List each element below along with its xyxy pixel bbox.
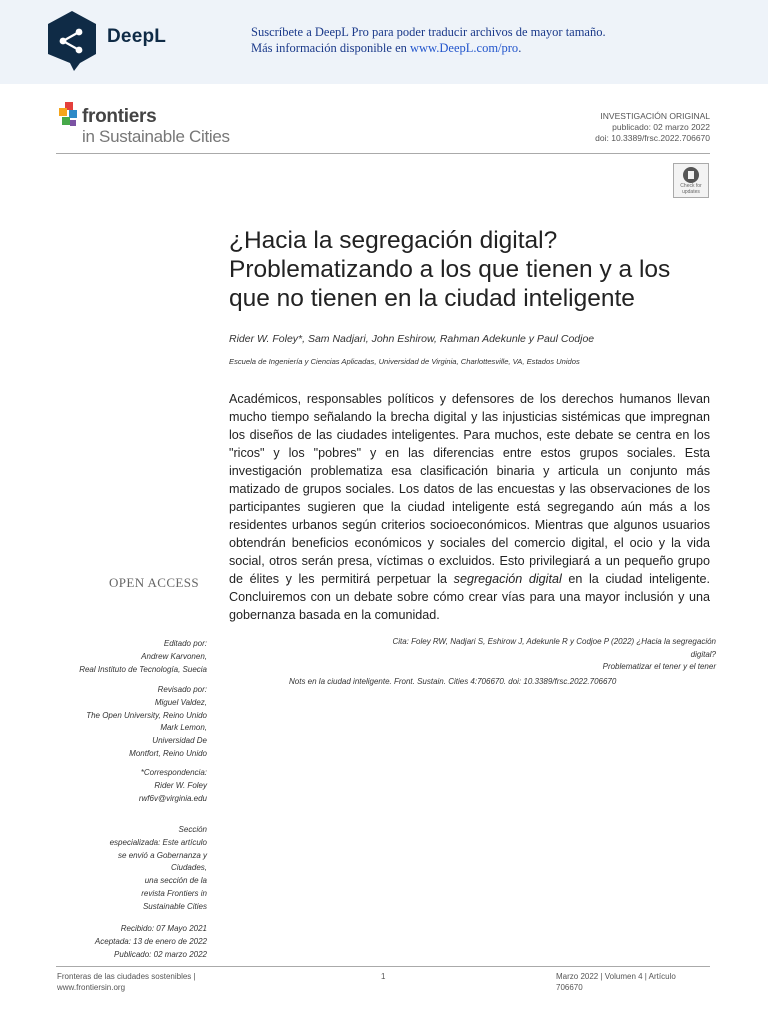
abstract-part-2: en la ciudad inteligente. Concluiremos con un debate sobre cómo crear vías para una mayor inclusión y una gobernanza basada en la comunidad. xyxy=(229,572,710,622)
section-line-2: especializada: Este artículo xyxy=(109,837,207,847)
bookmark-icon xyxy=(683,167,699,183)
journal-logo xyxy=(56,100,256,150)
section-line-3: se envió a Gobernanza y xyxy=(118,850,207,860)
reviewer-2-institution-1: Universidad De xyxy=(152,736,207,746)
deepl-wordmark: DeepL xyxy=(107,26,167,47)
reviewer-1-name: Miguel Valdez, xyxy=(154,697,207,707)
editor-name: Andrew Karvonen, xyxy=(141,651,207,661)
citation-line-1: Cita: Foley RW, Nadjari S, Eshirow J, Adekunle R y Codjoe P (2022) ¿Hacia la segregación xyxy=(392,637,716,646)
published-date: Publicado: 02 marzo 2022 xyxy=(114,949,207,959)
deepl-logo-icon xyxy=(46,10,98,72)
footer-divider xyxy=(56,966,710,967)
check-for-updates-button[interactable] xyxy=(673,163,709,198)
banner-line-2-prefix: Más información disponible en xyxy=(251,41,410,55)
correspondence-info xyxy=(37,767,207,805)
open-access-label: OPEN ACCESS xyxy=(109,575,200,590)
title-line-3: que no tienen en la ciudad inteligente xyxy=(229,285,635,312)
section-info xyxy=(37,824,207,914)
reviewed-label: Revisado por: xyxy=(157,685,207,694)
reviewer-1-institution: The Open University, Reino Unido xyxy=(86,710,207,720)
section-line-4: Ciudades, xyxy=(170,863,207,873)
footer-right xyxy=(556,972,676,993)
correspondence-label: *Correspondencia: xyxy=(140,768,207,777)
editor-info xyxy=(37,638,207,676)
article-type: INVESTIGACIÓN ORIGINAL xyxy=(600,111,710,121)
doi: doi: 10.3389/frsc.2022.706670 xyxy=(595,133,710,143)
section-line-1: Sección xyxy=(178,825,207,834)
article-title xyxy=(229,226,729,313)
section-line-5: una sección de la xyxy=(144,876,207,886)
reviewer-info xyxy=(37,684,207,761)
banner-line-2 xyxy=(251,40,606,56)
section-line-6: revista Frontiers in xyxy=(141,888,207,898)
footer-issue: Marzo 2022 | Volumen 4 | Artículo xyxy=(556,972,676,981)
affiliation: Escuela de Ingeniería y Ciencias Aplicadas, Universidad de Virginia, Charlottesville, VA, Estados Unidos xyxy=(229,357,580,366)
dates-info xyxy=(37,923,207,961)
footer-website[interactable]: www.frontiersin.org xyxy=(57,982,126,992)
reviewer-2-name: Mark Lemon, xyxy=(160,723,207,733)
banner-message xyxy=(251,24,606,56)
citation-line-4: Nots en la ciudad inteligente. Front. Sustain. Cities 4:706670. doi: 10.3389/frsc.2022.706670 xyxy=(289,677,617,686)
footer-journal: Fronteras de las ciudades sostenibles | xyxy=(57,972,196,981)
journal-brand: frontiers xyxy=(82,106,157,127)
article-meta xyxy=(595,111,710,144)
citation-line-2: digital? xyxy=(690,649,716,659)
footer-left xyxy=(57,972,196,993)
deepl-pro-link[interactable]: www.DeepL.com/pro xyxy=(410,41,519,55)
editor-institution: Real Instituto de Tecnología, Suecia xyxy=(79,664,207,674)
page-number: 1 xyxy=(381,972,386,981)
author-list: Rider W. Foley*, Sam Nadjari, John Eshirow, Rahman Adekunle y Paul Codjoe xyxy=(229,333,595,345)
frontiers-logo-icon xyxy=(56,100,80,130)
banner-line-2-suffix: . xyxy=(518,41,522,55)
abstract-emphasis: segregación digital xyxy=(453,572,562,586)
deepl-banner xyxy=(0,0,768,84)
header-divider xyxy=(56,153,710,154)
banner-line-1: Suscríbete a DeepL Pro para poder traducir archivos de mayor tamaño. xyxy=(251,25,606,39)
accepted-date: Aceptada: 13 de enero de 2022 xyxy=(94,936,207,946)
publish-date: publicado: 02 marzo 2022 xyxy=(612,122,710,132)
journal-name: in Sustainable Cities xyxy=(82,127,230,146)
correspondence-name: Rider W. Foley xyxy=(154,780,207,790)
edited-label: Editado por: xyxy=(163,639,207,648)
check-for-updates-label: Check for updates xyxy=(680,183,702,195)
title-line-1: ¿Hacia la segregación digital? xyxy=(229,227,558,254)
abstract-part-1: Académicos, responsables políticos y defensores de los derechos humanos llevan mucho tiempo señalando la brecha digital y las injusticias sistémicas que impregnan los diseños de las ciudades inteligentes. Para muchos, este debate se centra en los "ricos" y los "pobres" y en las diferencias entre estos grupos sociales. Esta investigación problematiza esa clasificación binaria y articula un conjunto más matizado de grupos sociales. Los datos de las encuestas y las observaciones de los participantes sugieren que la ciudad inteligente está segregando aún más a los residentes urbanos según criterios socioeconómicos. Mientras que algunos usuarios obtendrán beneficios económicos y sociales del comercio digital, el ocio y la vida social, otros serán presa, víctimas o excluidos. Esto privilegiará a un pequeño grupo de élites y les permitirá perpetuar la xyxy=(229,392,710,586)
abstract xyxy=(229,390,710,624)
received-date: Recibido: 07 Mayo 2021 xyxy=(120,924,207,933)
title-line-2: Problematizando a los que tienen y a los xyxy=(229,256,671,283)
citation xyxy=(296,636,716,674)
citation-line-3: Problematizar el tener y el tener xyxy=(602,662,716,671)
correspondence-email[interactable]: rwf6v@virginia.edu xyxy=(138,793,207,803)
section-line-7: Sustainable Cities xyxy=(142,901,207,911)
footer-article-number: 706670 xyxy=(556,982,583,992)
reviewer-2-institution-2: Montfort, Reino Unido xyxy=(129,748,207,758)
